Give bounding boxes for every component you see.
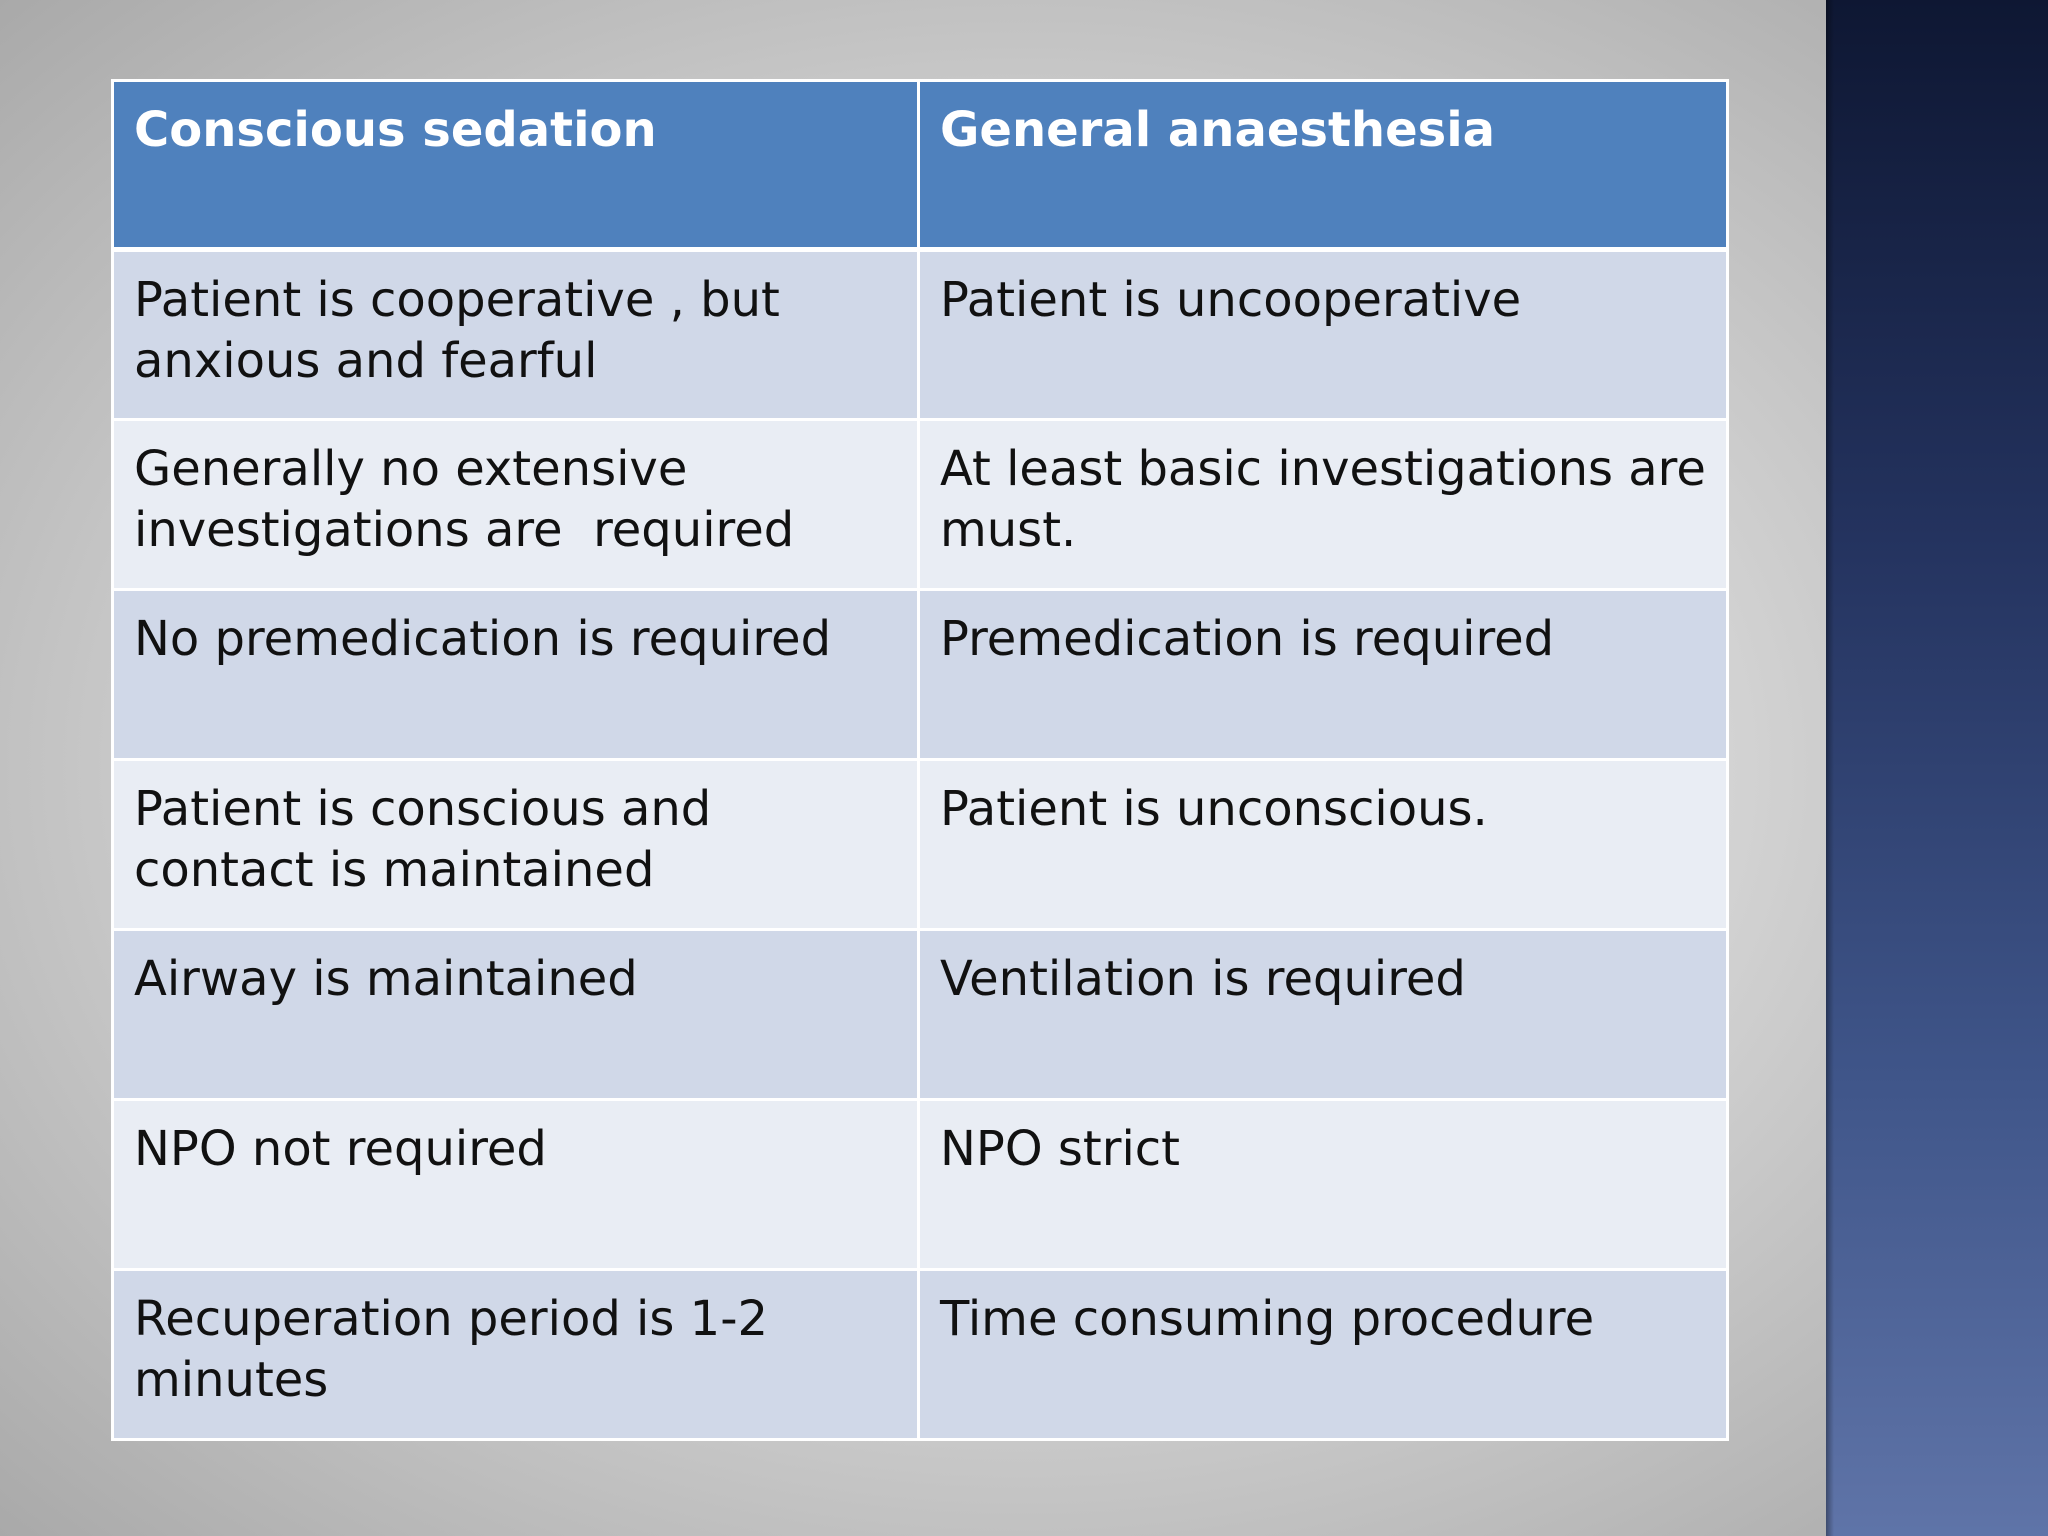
- header-conscious-sedation: Conscious sedation: [113, 81, 919, 250]
- table-cell: Ventilation is required: [919, 930, 1728, 1100]
- table-row: [113, 1270, 1728, 1440]
- table-row: [113, 1100, 1728, 1270]
- table-cell: Patient is conscious and contact is maintained: [113, 760, 919, 930]
- table-row: [113, 930, 1728, 1100]
- header-general-anaesthesia: General anaesthesia: [919, 81, 1728, 250]
- table-cell: NPO not required: [113, 1100, 919, 1270]
- table-cell: Recuperation period is 1-2 minutes: [113, 1270, 919, 1440]
- table-row: [113, 590, 1728, 760]
- table-cell: At least basic investigations are must.: [919, 420, 1728, 590]
- table-cell: Patient is cooperative , but anxious and fearful: [113, 250, 919, 420]
- table-row: [113, 250, 1728, 420]
- comparison-table: [111, 79, 1729, 1441]
- decorative-side-panel: [1826, 0, 2048, 1536]
- table-cell: Time consuming procedure: [919, 1270, 1728, 1440]
- table-cell: No premedication is required: [113, 590, 919, 760]
- table-header-row: [113, 81, 1728, 250]
- table-cell: NPO strict: [919, 1100, 1728, 1270]
- table-cell: Premedication is required: [919, 590, 1728, 760]
- table-cell: Airway is maintained: [113, 930, 919, 1100]
- table-cell: Patient is unconscious.: [919, 760, 1728, 930]
- table-cell: Patient is uncooperative: [919, 250, 1728, 420]
- table-cell: Generally no extensive investigations are required: [113, 420, 919, 590]
- table-row: [113, 760, 1728, 930]
- table-row: [113, 420, 1728, 590]
